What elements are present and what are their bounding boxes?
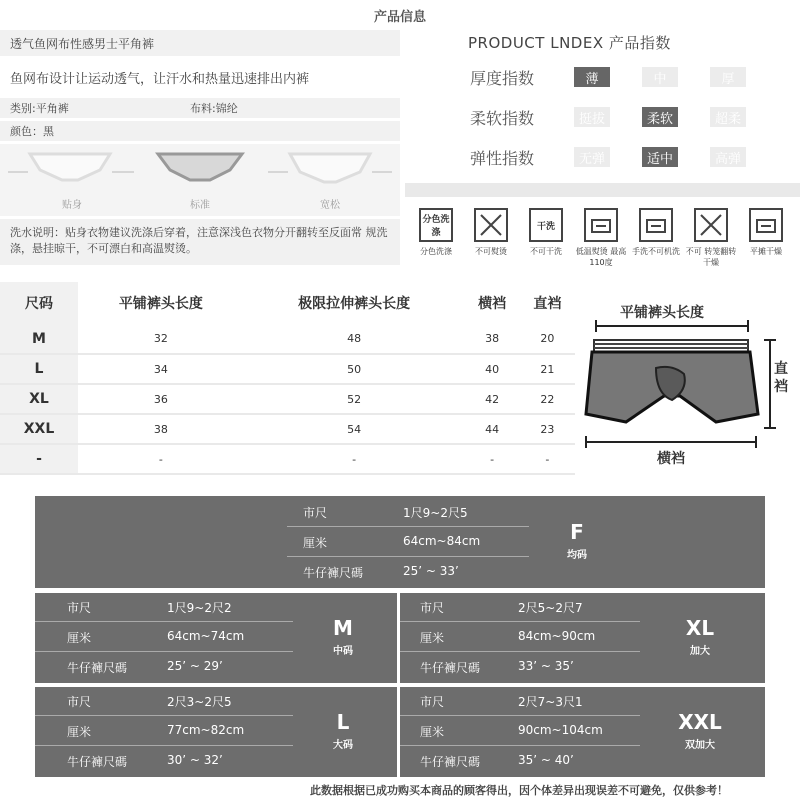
product-category: 类别:平角裤 <box>10 102 69 115</box>
panel-row-label: 牛仔褲尺碼 <box>420 755 481 769</box>
table-cell: 40 <box>465 354 520 384</box>
table-cell: 21 <box>520 354 575 384</box>
table-row <box>0 324 575 354</box>
size-panel-l <box>35 687 397 777</box>
index-chip: 无弹 <box>574 147 610 167</box>
product-color: 颜色：黑 <box>0 121 400 141</box>
table-cell: - <box>0 444 78 474</box>
size-table <box>0 282 575 475</box>
index-chip: 适中 <box>642 147 678 167</box>
no-iron-icon <box>474 208 508 242</box>
diagram-bottom-label: 横裆 <box>657 451 685 467</box>
no-tumble-icon <box>694 208 728 242</box>
boxer-diagram <box>580 318 780 468</box>
panel-row-value: 2尺7~3尺1 <box>518 695 583 709</box>
product-desc: 鱼网布设计让运动透气，让汗水和热量迅速排出内裤 <box>0 62 400 92</box>
index-label-0: 厚度指数 <box>470 69 535 88</box>
panel-size-code: XL <box>685 616 715 640</box>
panel-row-value: 35’ ~ 40’ <box>518 753 574 767</box>
table-cell: L <box>0 354 78 384</box>
panel-divider <box>400 651 640 652</box>
wash-instructions: 洗水说明：贴身衣物建议洗涤后穿着，注意深浅色衣物分开翻转至反面常 规洗涤，悬挂晾干，不可漂白和高温熨烫。 <box>0 219 400 265</box>
panel-row-label: 牛仔褲尺碼 <box>303 566 364 580</box>
table-cell: - <box>244 444 465 474</box>
panel-divider <box>400 715 640 716</box>
index-chip: 超柔 <box>710 107 746 127</box>
table-row <box>0 414 575 444</box>
index-chip: 中 <box>642 67 678 87</box>
panel-row-label: 市尺 <box>67 695 92 709</box>
table-cell: 32 <box>78 324 244 354</box>
panel-row-value: 64cm~84cm <box>403 534 481 548</box>
panel-divider <box>35 745 293 746</box>
panel-row-label: 市尺 <box>420 601 445 615</box>
panel-divider <box>287 556 529 557</box>
size-panel-xxl <box>400 687 765 777</box>
table-cell: 42 <box>465 384 520 414</box>
panel-size-name: 中码 <box>333 646 353 657</box>
panel-divider <box>287 526 529 527</box>
panel-row-value: 2尺5~2尺7 <box>518 601 583 615</box>
index-chip: 薄 <box>574 67 610 87</box>
fit-label-snug: 贴身 <box>62 200 82 211</box>
header-flat-waist: 平铺裤头长度 <box>78 282 244 324</box>
table-cell: 52 <box>244 384 465 414</box>
separate-wash-icon: 分色洗涤 <box>419 208 453 242</box>
table-cell: - <box>465 444 520 474</box>
panel-row-label: 市尺 <box>303 506 328 520</box>
index-title: PRODUCT LNDEX 产品指数 <box>468 34 671 52</box>
panel-row-value: 33’ ~ 35’ <box>518 659 574 673</box>
panel-divider <box>35 621 293 622</box>
fit-illustration <box>0 144 400 216</box>
panel-row-label: 厘米 <box>303 536 328 550</box>
size-panel-f <box>35 496 765 588</box>
care-item <box>465 208 517 257</box>
header-stretch-waist: 极限拉伸裤头长度 <box>244 282 465 324</box>
table-cell: 36 <box>78 384 244 414</box>
care-label: 低温熨烫 最高110度 <box>575 247 627 267</box>
panel-row-label: 厘米 <box>67 725 92 739</box>
care-item <box>630 208 682 257</box>
panel-row-value: 84cm~90cm <box>518 629 596 643</box>
fit-label-loose: 宽松 <box>320 200 340 211</box>
panel-row-label: 市尺 <box>420 695 445 709</box>
table-cell: 34 <box>78 354 244 384</box>
product-category-row <box>0 98 400 118</box>
table-cell: 22 <box>520 384 575 414</box>
panel-size-name: 加大 <box>690 646 710 657</box>
panel-divider <box>400 621 640 622</box>
panel-divider <box>400 745 640 746</box>
panel-row-value: 30’ ~ 32’ <box>167 753 223 767</box>
care-item <box>520 208 572 257</box>
low-iron-icon <box>584 208 618 242</box>
panel-size-name: 双加大 <box>685 740 715 751</box>
diagram-top-label: 平铺裤头长度 <box>620 305 704 321</box>
panel-divider <box>35 651 293 652</box>
panel-size-code: XXL <box>678 710 722 734</box>
size-panel-xl <box>400 593 765 683</box>
panel-row-value: 90cm~104cm <box>518 723 603 737</box>
panel-size-name: 均码 <box>567 550 587 561</box>
fit-label-standard: 标准 <box>190 200 210 211</box>
table-cell: XL <box>0 384 78 414</box>
panel-row-value: 77cm~82cm <box>167 723 245 737</box>
panel-row-label: 市尺 <box>67 601 92 615</box>
size-table-header <box>0 282 575 324</box>
table-cell: XXL <box>0 414 78 444</box>
panel-row-label: 牛仔褲尺碼 <box>67 755 128 769</box>
table-cell: M <box>0 324 78 354</box>
size-panel-m <box>35 593 397 683</box>
product-material: 布料:锦纶 <box>190 102 238 115</box>
panel-size-name: 大码 <box>333 740 353 751</box>
table-row <box>0 384 575 414</box>
table-row <box>0 354 575 384</box>
index-label-2: 弹性指数 <box>470 149 535 168</box>
panel-row-label: 牛仔褲尺碼 <box>420 661 481 675</box>
index-chip: 柔软 <box>642 107 678 127</box>
panel-divider <box>35 715 293 716</box>
panel-row-label: 牛仔褲尺碼 <box>67 661 128 675</box>
table-cell: 20 <box>520 324 575 354</box>
panel-row-label: 厘米 <box>420 725 445 739</box>
care-label: 不可熨烫 <box>475 247 507 256</box>
header-hip: 横裆 <box>465 282 520 324</box>
table-cell: 48 <box>244 324 465 354</box>
care-item <box>685 208 737 268</box>
care-label: 不可 转笼翻转干燥 <box>685 247 737 267</box>
header-size: 尺码 <box>0 282 78 324</box>
product-name: 透气鱼网布性感男士平角裤 <box>0 30 400 56</box>
table-cell: - <box>520 444 575 474</box>
table-cell: 38 <box>465 324 520 354</box>
table-cell: 38 <box>78 414 244 444</box>
care-label: 平摊干燥 <box>750 247 782 256</box>
divider-bar <box>405 183 800 197</box>
table-cell: 23 <box>520 414 575 444</box>
care-item <box>740 208 792 257</box>
table-cell: - <box>78 444 244 474</box>
care-label: 手洗不可机洗 <box>632 247 680 256</box>
index-chip: 挺拔 <box>574 107 610 127</box>
header-rise: 直裆 <box>520 282 575 324</box>
panel-row-label: 厘米 <box>67 631 92 645</box>
table-cell: 44 <box>465 414 520 444</box>
footnote: 此数据根据已成功购买本商品的顾客得出，因个体差异出现误差不可避免，仅供参考！ <box>310 784 728 797</box>
index-label-1: 柔软指数 <box>470 109 535 128</box>
care-item <box>410 208 462 257</box>
hand-wash-icon <box>639 208 673 242</box>
panel-size-code: L <box>336 710 350 734</box>
table-cell: 50 <box>244 354 465 384</box>
table-row <box>0 444 575 474</box>
panel-row-value: 1尺9~2尺2 <box>167 601 232 615</box>
care-label: 不可干洗 <box>530 247 562 256</box>
care-item <box>575 208 627 268</box>
no-dryclean-icon: 干洗 <box>529 208 563 242</box>
panel-size-code: F <box>570 520 584 544</box>
index-chip: 高弹 <box>710 147 746 167</box>
panel-row-label: 厘米 <box>420 631 445 645</box>
panel-row-value: 64cm~74cm <box>167 629 245 643</box>
care-label: 分色洗涤 <box>420 247 452 256</box>
table-cell: 54 <box>244 414 465 444</box>
panel-size-code: M <box>333 616 353 640</box>
page-title: 产品信息 <box>373 10 426 25</box>
panel-row-value: 25’ ~ 33’ <box>403 564 459 578</box>
panel-row-value: 25’ ~ 29’ <box>167 659 223 673</box>
flat-dry-icon <box>749 208 783 242</box>
index-chip: 厚 <box>710 67 746 87</box>
panel-row-value: 1尺9~2尺5 <box>403 506 468 520</box>
diagram-side-label: 直裆 <box>774 361 788 395</box>
panel-row-value: 2尺3~2尺5 <box>167 695 232 709</box>
